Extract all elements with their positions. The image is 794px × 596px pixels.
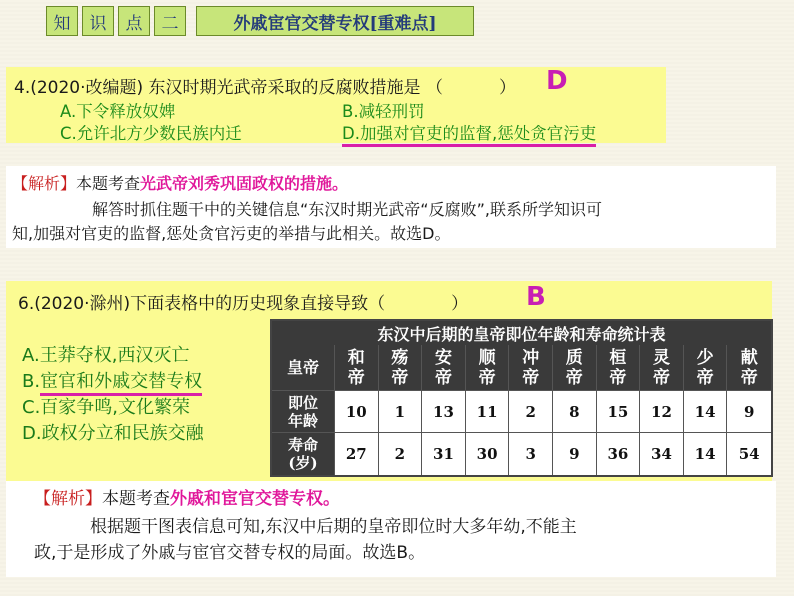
table-emperor-cell: 殇 帝 <box>379 345 423 391</box>
table-age-cell: 2 <box>509 391 553 433</box>
table-emperor-cell: 顺 帝 <box>466 345 510 391</box>
explanation-6-line-2: 根据题干图表信息可知,东汉中后期的皇帝即位时大多年幼,不能主 <box>90 517 577 537</box>
table-emperor-cell: 质 帝 <box>553 345 597 391</box>
table-lifespan-cell: 27 <box>335 433 379 475</box>
table-lifespan-cell: 30 <box>466 433 510 475</box>
table-row-label-lifespan: 寿命 (岁) <box>272 433 335 475</box>
table-grid <box>272 345 771 475</box>
table-age-cell: 12 <box>640 391 684 433</box>
table-age-cell: 13 <box>422 391 466 433</box>
title-char-4: 二 <box>154 6 186 36</box>
question-4-box <box>6 67 666 143</box>
question-4-option-d: D.加强对官吏的监督,惩处贪官污吏 <box>342 120 596 144</box>
table-emperor-cell: 少 帝 <box>684 345 728 391</box>
table-row-label-age: 即位 年龄 <box>272 391 335 433</box>
table-age-cell: 10 <box>335 391 379 433</box>
explanation-4-line-2: 解答时抓住题干中的关键信息“东汉时期光武帝“反腐败”,联系所学知识可 <box>92 200 602 219</box>
question-6-option-b: B.宦官和外戚交替专权 <box>22 367 202 393</box>
table-emperor-cell: 献 帝 <box>727 345 771 391</box>
table-emperor-cell: 灵 帝 <box>640 345 684 391</box>
table-lifespan-cell: 9 <box>553 433 597 475</box>
table-lifespan-cell: 34 <box>640 433 684 475</box>
table-lifespan-cell: 36 <box>597 433 641 475</box>
title-char-1: 知 <box>46 6 78 36</box>
table-lifespan-cell: 3 <box>509 433 553 475</box>
question-4-option-b: B.减轻刑罚 <box>342 102 425 121</box>
table-title: 东汉中后期的皇帝即位年龄和寿命统计表 <box>272 321 771 345</box>
question-6-stem: 6.(2020·滁州)下面表格中的历史现象直接导致（ ） <box>18 294 469 314</box>
table-age-cell: 9 <box>727 391 771 433</box>
table-emperor-cell: 桓 帝 <box>597 345 641 391</box>
emperor-statistics-table <box>270 319 773 477</box>
title-char-2: 识 <box>82 6 114 36</box>
question-6-answer: B <box>526 282 546 312</box>
title-char-3: 点 <box>118 6 150 36</box>
explanation-4-line-3: 知,加强对官吏的监督,惩处贪官污吏的举措与此相关。故选D。 <box>12 224 451 243</box>
table-age-cell: 8 <box>553 391 597 433</box>
question-4-option-c: C.允许北方少数民族内迁 <box>60 124 242 143</box>
explanation-6-line-3: 政,于是形成了外戚与宦官交替专权的局面。故选B。 <box>34 543 426 563</box>
explanation-4-line-1: 【解析】本题考查光武帝刘秀巩固政权的措施。 <box>12 174 349 193</box>
question-6-option-a: A.王莽夺权,西汉灭亡 <box>22 345 190 366</box>
table-header-label: 皇帝 <box>272 345 335 391</box>
table-emperor-cell: 冲 帝 <box>509 345 553 391</box>
question-4-stem: 4.(2020·改编题) 东汉时期光武帝采取的反腐败措施是 （ ） <box>14 78 516 98</box>
table-lifespan-cell: 31 <box>422 433 466 475</box>
table-age-cell: 14 <box>684 391 728 433</box>
table-age-cell: 15 <box>597 391 641 433</box>
table-emperor-cell: 安 帝 <box>422 345 466 391</box>
table-age-cell: 1 <box>379 391 423 433</box>
explanation-4-box <box>6 166 776 248</box>
explanation-6-line-1: 【解析】本题考查外戚和宦官交替专权。 <box>34 489 340 509</box>
table-lifespan-cell: 54 <box>727 433 771 475</box>
explanation-6-box <box>6 481 776 577</box>
question-4-answer: D <box>546 66 568 96</box>
table-lifespan-cell: 2 <box>379 433 423 475</box>
section-title-bar <box>46 6 474 36</box>
section-title: 外戚宦官交替专权[重难点] <box>196 6 474 36</box>
table-emperor-cell: 和 帝 <box>335 345 379 391</box>
question-6-option-c: C.百家争鸣,文化繁荣 <box>22 397 191 418</box>
table-age-cell: 11 <box>466 391 510 433</box>
table-lifespan-cell: 14 <box>684 433 728 475</box>
question-4-option-a: A.下令释放奴婢 <box>60 102 176 121</box>
question-6-option-d: D.政权分立和民族交融 <box>22 423 204 444</box>
